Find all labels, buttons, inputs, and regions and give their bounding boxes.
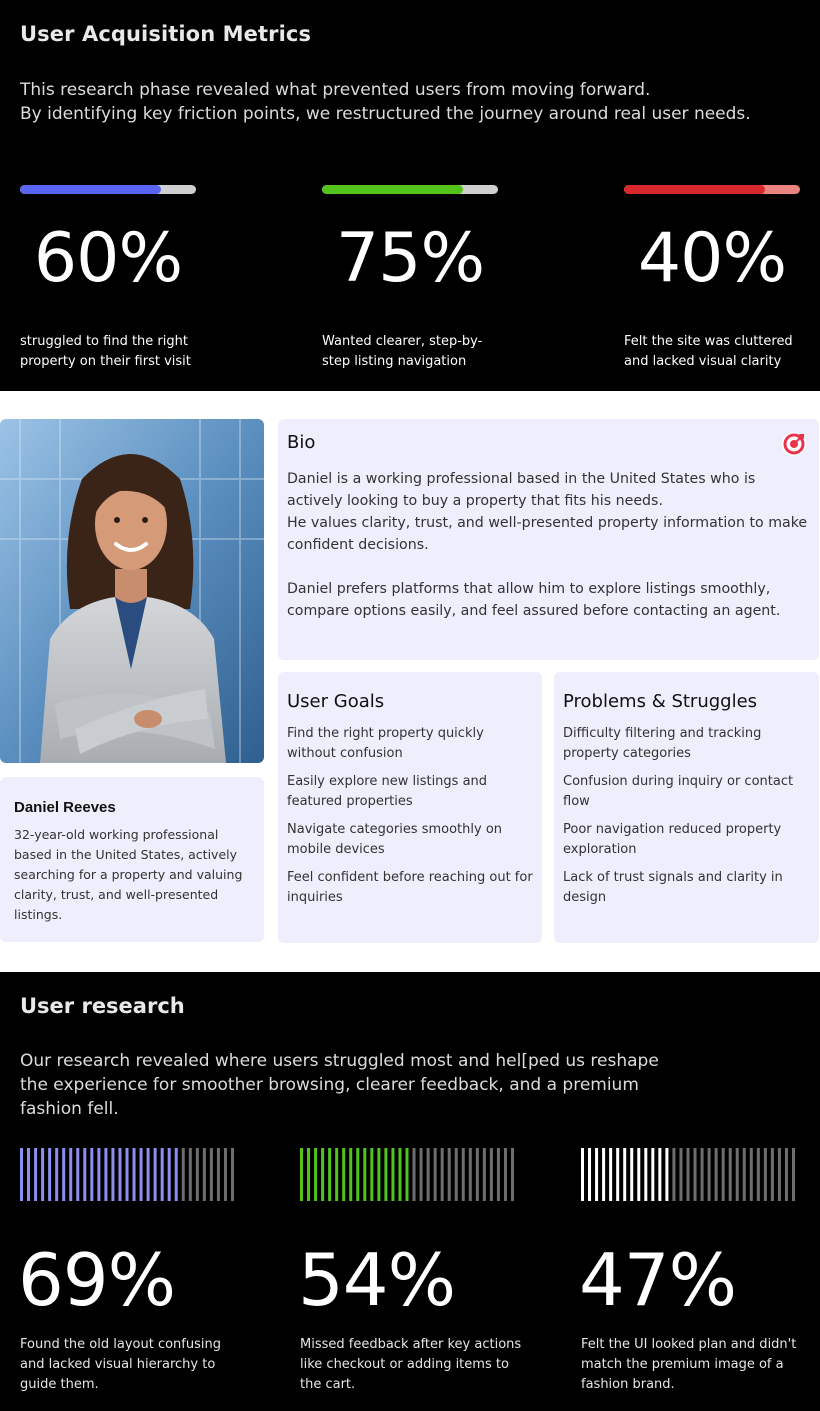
user-acquisition-section: [0, 0, 820, 391]
bar-empty: [441, 1148, 444, 1201]
persona-portrait-image: [0, 419, 264, 763]
bar-filled: [658, 1148, 661, 1201]
bar-filled: [307, 1148, 310, 1201]
bar-empty: [455, 1148, 458, 1201]
list-item: Poor navigation reduced property exploration: [563, 822, 782, 857]
bar-empty: [182, 1148, 185, 1201]
bar-empty: [757, 1148, 760, 1201]
bar-empty: [694, 1148, 697, 1201]
bar-empty: [189, 1148, 192, 1201]
research-stat: [20, 1148, 250, 1398]
bar-empty: [196, 1148, 199, 1201]
progress-fill: [624, 185, 765, 194]
stat-value: 47%: [579, 1238, 737, 1322]
bar-filled: [55, 1148, 58, 1201]
metric-description: Felt the site was cluttered and lacked visual clarity: [624, 334, 793, 369]
bar-filled: [34, 1148, 37, 1201]
bar-empty: [231, 1148, 234, 1201]
target-icon: [781, 431, 807, 457]
bar-filled: [161, 1148, 164, 1201]
problems-card: [554, 672, 819, 943]
bar-empty: [483, 1148, 486, 1201]
bar-empty: [715, 1148, 718, 1201]
bar-filled: [588, 1148, 591, 1201]
bar-empty: [490, 1148, 493, 1201]
bar-filled: [69, 1148, 72, 1201]
stat-description: Missed feedback after key actions like checkout or adding items to the cart.: [300, 1337, 522, 1392]
bar-filled: [665, 1148, 668, 1201]
bar-empty: [224, 1148, 227, 1201]
bar-filled: [48, 1148, 51, 1201]
bar-filled: [90, 1148, 93, 1201]
bar-filled: [27, 1148, 30, 1201]
bar-filled: [581, 1148, 584, 1201]
bar-empty: [729, 1148, 732, 1201]
progress-bar: [322, 185, 498, 194]
bar-filled: [154, 1148, 157, 1201]
bar-filled: [363, 1148, 366, 1201]
bar-meter: [300, 1148, 514, 1201]
bar-empty: [462, 1148, 465, 1201]
bar-filled: [609, 1148, 612, 1201]
bar-empty: [708, 1148, 711, 1201]
section-lead: This research phase revealed what prevented users from moving forward. By identifying key friction points, we restructured the journey around real user needs.: [20, 80, 751, 124]
bar-empty: [210, 1148, 213, 1201]
bar-empty: [701, 1148, 704, 1201]
bar-filled: [147, 1148, 150, 1201]
bar-empty: [687, 1148, 690, 1201]
bar-filled: [644, 1148, 647, 1201]
section-title: User Acquisition Metrics: [20, 22, 312, 46]
bar-empty: [722, 1148, 725, 1201]
bar-empty: [448, 1148, 451, 1201]
bar-filled: [602, 1148, 605, 1201]
user-goals-card: [278, 672, 542, 943]
bar-filled: [140, 1148, 143, 1201]
bar-empty: [203, 1148, 206, 1201]
bar-filled: [637, 1148, 640, 1201]
bar-filled: [83, 1148, 86, 1201]
bar-meter: [581, 1148, 795, 1201]
research-stat: [300, 1148, 530, 1398]
stat-value: 54%: [298, 1238, 456, 1322]
bio-title: Bio: [287, 432, 316, 453]
bar-filled: [300, 1148, 303, 1201]
bar-empty: [497, 1148, 500, 1201]
bar-empty: [476, 1148, 479, 1201]
bar-meter: [20, 1148, 234, 1201]
bar-empty: [785, 1148, 788, 1201]
bio-card: [278, 419, 819, 660]
bio-paragraph: Daniel prefers platforms that allow him to explore listings smoothly, compare options easily, and feel assured before contacting an agent.: [287, 581, 781, 619]
bar-empty: [750, 1148, 753, 1201]
bar-filled: [328, 1148, 331, 1201]
bar-filled: [377, 1148, 380, 1201]
bar-filled: [384, 1148, 387, 1201]
bar-filled: [370, 1148, 373, 1201]
bar-empty: [434, 1148, 437, 1201]
bar-empty: [778, 1148, 781, 1201]
bar-filled: [335, 1148, 338, 1201]
bar-empty: [672, 1148, 675, 1201]
bar-filled: [651, 1148, 654, 1201]
list-item: Difficulty filtering and tracking property categories: [563, 726, 762, 761]
bar-empty: [511, 1148, 514, 1201]
metric-description: Wanted clearer, step-by- step listing navigation: [322, 334, 483, 369]
bar-filled: [406, 1148, 409, 1201]
list-item: Navigate categories smoothly on mobile devices: [287, 822, 503, 857]
bar-empty: [420, 1148, 423, 1201]
metric-value: 75%: [335, 219, 485, 298]
list-item: Lack of trust signals and clarity in design: [563, 870, 783, 905]
bar-empty: [679, 1148, 682, 1201]
section-lead: Our research revealed where users struggled most and hel[ped us reshape the experience for smoother browsing, clearer feedback, and a premium fashion fell.: [20, 1051, 659, 1119]
bar-empty: [764, 1148, 767, 1201]
bar-filled: [168, 1148, 171, 1201]
user-research-section: [0, 972, 820, 1411]
bar-empty: [743, 1148, 746, 1201]
bar-filled: [62, 1148, 65, 1201]
progress-fill: [322, 185, 463, 194]
bar-filled: [76, 1148, 79, 1201]
bar-empty: [792, 1148, 795, 1201]
metric-card: [624, 185, 800, 385]
bar-filled: [595, 1148, 598, 1201]
persona-summary-card: [0, 777, 264, 942]
progress-fill: [20, 185, 161, 194]
bar-empty: [217, 1148, 220, 1201]
bar-filled: [321, 1148, 324, 1201]
progress-bar: [20, 185, 196, 194]
persona-name: Daniel Reeves: [14, 799, 116, 816]
bar-filled: [398, 1148, 401, 1201]
list-item: Easily explore new listings and featured properties: [287, 774, 488, 809]
bar-filled: [616, 1148, 619, 1201]
bar-filled: [175, 1148, 178, 1201]
bar-filled: [118, 1148, 121, 1201]
bar-filled: [356, 1148, 359, 1201]
bar-filled: [623, 1148, 626, 1201]
bar-filled: [342, 1148, 345, 1201]
progress-bar: [624, 185, 800, 194]
section-title: User research: [20, 994, 185, 1018]
metric-value: 40%: [637, 219, 787, 298]
bar-filled: [391, 1148, 394, 1201]
user-goals-list: [287, 724, 533, 908]
metric-description: struggled to find the right property on their first visit: [20, 334, 191, 369]
bar-filled: [104, 1148, 107, 1201]
problems-list: [563, 724, 810, 908]
bar-empty: [736, 1148, 739, 1201]
persona-photo: [0, 419, 264, 763]
bar-filled: [97, 1148, 100, 1201]
user-goals-title: User Goals: [287, 691, 385, 712]
metric-card: [322, 185, 498, 385]
stat-description: Felt the UI looked plan and didn't match the premium image of a fashion brand.: [581, 1337, 797, 1392]
bar-filled: [314, 1148, 317, 1201]
bar-empty: [771, 1148, 774, 1201]
bar-empty: [469, 1148, 472, 1201]
persona-about: 32-year-old working professional based in the United States, actively searching for a property and valuing clarity, trust, and well-presented listings.: [14, 827, 243, 922]
research-stat: [581, 1148, 811, 1398]
stat-value: 69%: [18, 1238, 176, 1322]
bar-filled: [20, 1148, 23, 1201]
bio-paragraph: Daniel is a working professional based in the United States who is actively looking to buy a property that fits his needs. He values clarity, trust, and well-presented property information to make confident decisions.: [287, 471, 808, 553]
list-item: Confusion during inquiry or contact flow: [563, 774, 794, 809]
bar-empty: [504, 1148, 507, 1201]
metric-value: 60%: [33, 219, 183, 298]
list-item: Find the right property quickly without confusion: [287, 726, 484, 761]
list-item: Feel confident before reaching out for inquiries: [287, 870, 533, 905]
bar-filled: [133, 1148, 136, 1201]
bar-empty: [427, 1148, 430, 1201]
bar-filled: [126, 1148, 129, 1201]
bar-filled: [41, 1148, 44, 1201]
problems-title: Problems & Struggles: [563, 691, 758, 712]
bar-filled: [111, 1148, 114, 1201]
stat-description: Found the old layout confusing and lacked visual hierarchy to guide them.: [20, 1337, 221, 1392]
bar-empty: [413, 1148, 416, 1201]
bar-filled: [349, 1148, 352, 1201]
metric-card: [20, 185, 196, 385]
bar-filled: [630, 1148, 633, 1201]
